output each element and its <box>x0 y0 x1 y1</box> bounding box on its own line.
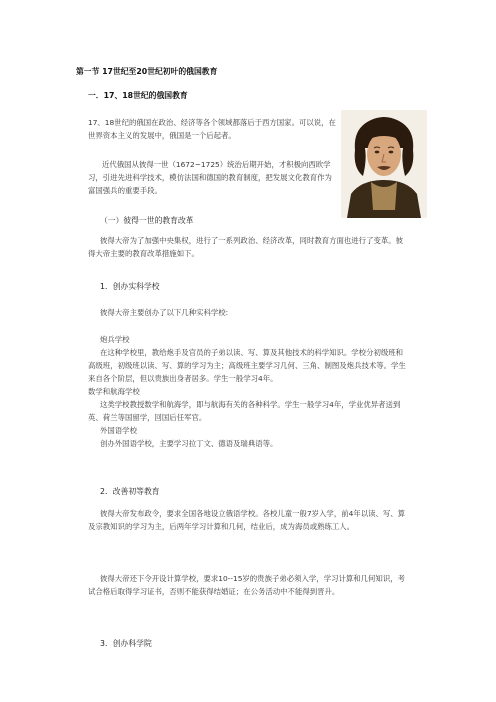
school-c-desc: 创办外国语学校，主要学习拉丁文、德语及瑞典语等。 <box>100 439 278 448</box>
school-a-name: 炮兵学校 <box>100 335 130 344</box>
intro-paragraph-2: 近代俄国从彼得一世（1672~1725）统治后期开始，才积极向西欧学习，引进先进科学技术，模仿法国和德国的教育制度，把发展文化教育作为富国强兵的重要手段。 <box>88 160 332 195</box>
school-b-desc: 这类学校教授数学和航海学，即与航海有关的各种科学。学生一般学习4年，学业优异者送到英、荷兰等国留学，回国后任军官。 <box>88 400 401 422</box>
item-heading-1: 1．创办实科学校 <box>100 282 160 291</box>
item1-intro: 彼得大帝主要创办了以下几种实科学校: <box>100 308 229 317</box>
page-title: 第一节 17世纪至20世纪初叶的俄国教育 <box>76 67 218 76</box>
item2-paragraph-2: 彼得大帝还下令开设计算学校，要求10--15岁的贵族子弟必须入学，学习计算和几何知识，考试合格后取得学习证书，否则不能获得结婚证；在公务活动中不能得到晋升。 <box>88 574 405 596</box>
subsection-heading: （一）彼得一世的教育改革 <box>100 216 194 225</box>
school-a-desc: 在这种学校里，教给炮手及官员的子弟以读、写、算及其他技术的科学知识。学校分初级班和高级班，初级班以读、写、算的学习为主；高级班主要学习几何、三角、制图及炮兵技术等。学生来自各个阶层，但以贵族出身者居多。学生一般学习4年。 <box>88 348 406 383</box>
item-heading-2: 2．改善初等教育 <box>100 487 160 496</box>
item2-paragraph-1: 彼得大帝发布政令，要求全国各地设立俄语学校。各校儿童一般7岁入学，前4年以读、写、算及宗教知识的学习为主，后两年学习计算和几何，结业后，成为海员或熟练工人。 <box>88 509 406 531</box>
portrait-drawing <box>341 110 427 218</box>
section-heading: 一．17、18世纪的俄国教育 <box>88 91 188 100</box>
reform-paragraph: 彼得大帝为了加强中央集权，进行了一系列政治、经济改革，同时教育方面也进行了变革。彼得大帝主要的教育改革措施如下。 <box>88 236 404 258</box>
portrait-image <box>341 110 427 218</box>
schools-block <box>88 333 406 450</box>
school-c-name: 外国语学校 <box>100 426 137 435</box>
intro-paragraph-1: 17、18世纪的俄国在政治、经济等各个领域都落后于西方国家。可以说，在世界资本主义的发展中，俄国是一个后起者。 <box>88 118 336 140</box>
school-b-name: 数学和航海学校 <box>88 387 140 396</box>
item-heading-3: 3．创办科学院 <box>100 639 152 648</box>
